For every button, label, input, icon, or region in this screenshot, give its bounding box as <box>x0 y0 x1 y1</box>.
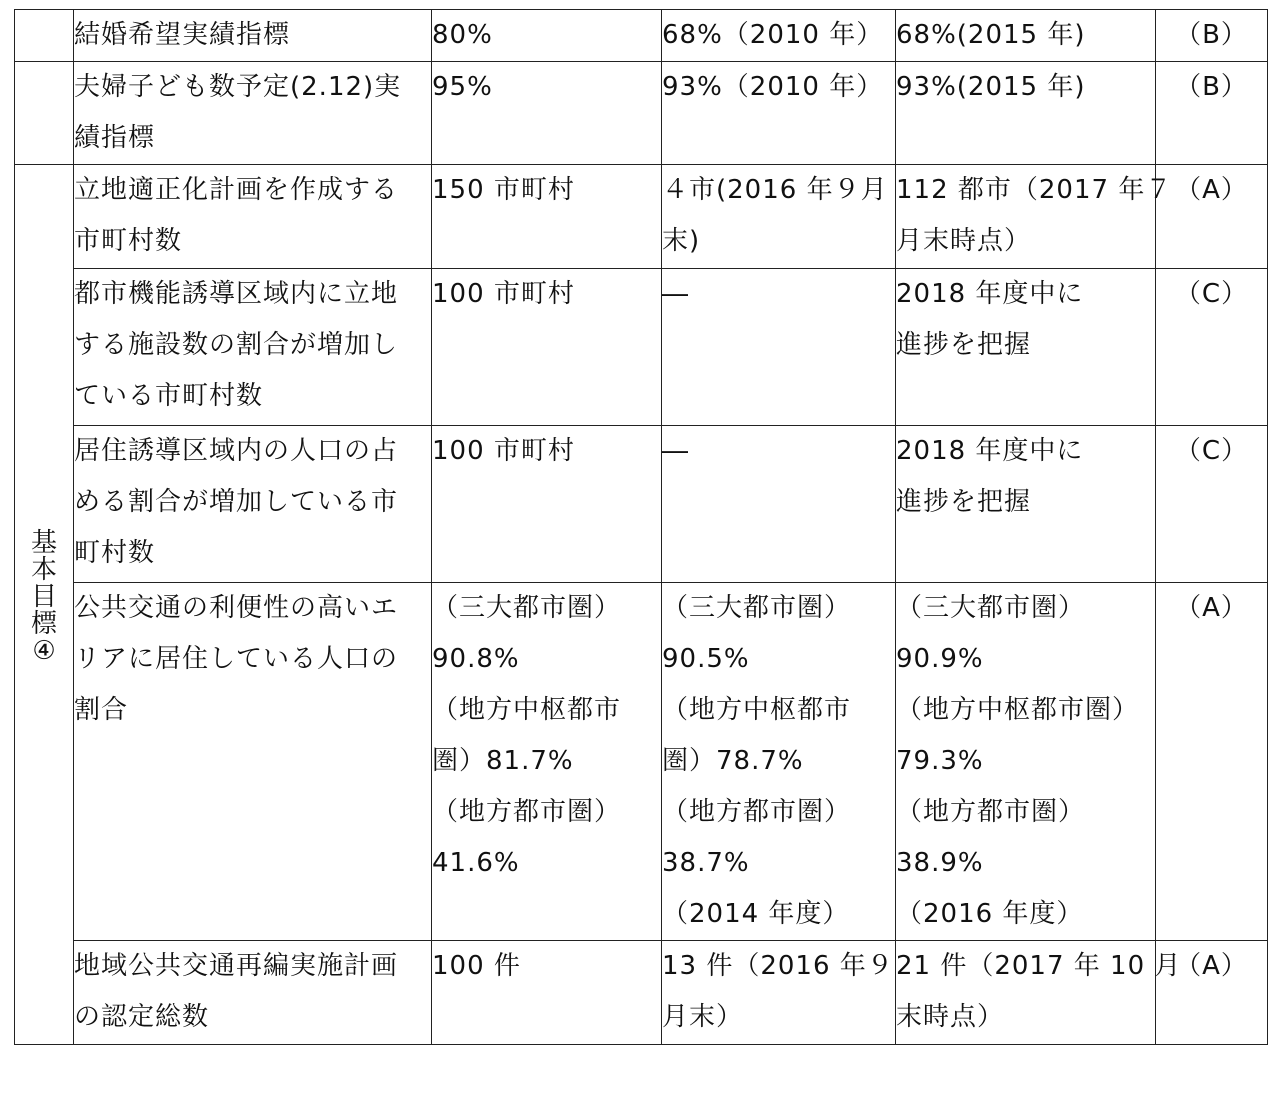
latest-cell-line: （2016 年度） <box>896 899 1084 929</box>
group-label-cell-empty <box>15 62 74 165</box>
indicator-cell-line: 立地適正化計画を作成する <box>74 175 399 205</box>
table-row <box>15 10 1268 62</box>
target-cell-line: 150 市町村 <box>432 175 575 205</box>
indicator-cell-line: 夫婦子ども数予定(2.12)実 <box>74 72 402 102</box>
indicator-cell-line: の認定総数 <box>74 1002 210 1032</box>
target-cell <box>432 165 662 269</box>
evaluation-label: （B） <box>1175 20 1248 50</box>
baseline-cell-line: ― <box>662 279 689 309</box>
baseline-cell-line: 68%（2010 年） <box>662 20 884 50</box>
indicator-cell-line: 居住誘導区域内の人口の占 <box>74 436 399 466</box>
latest-cell <box>896 426 1156 583</box>
indicator-cell-line: 地域公共交通再編実施計画 <box>74 951 399 981</box>
baseline-cell-line: 末) <box>662 226 701 256</box>
evaluation-label: （B） <box>1175 72 1248 102</box>
target-cell-line: 100 件 <box>432 951 521 981</box>
evaluation-label: （A） <box>1175 951 1248 981</box>
table-row <box>15 426 1268 583</box>
latest-cell <box>896 269 1156 426</box>
group-label-cell <box>15 165 74 1045</box>
baseline-cell-line: 38.7% <box>662 848 750 878</box>
baseline-cell-line: （地方中枢都市 <box>662 695 852 725</box>
evaluation-cell <box>1156 165 1268 269</box>
baseline-cell <box>662 426 896 583</box>
baseline-cell-line: ４市(2016 年９月 <box>662 175 888 205</box>
target-cell <box>432 941 662 1045</box>
indicator-cell <box>74 941 432 1045</box>
target-cell-line: 41.6% <box>432 848 520 878</box>
target-cell <box>432 426 662 583</box>
table-row <box>15 165 1268 269</box>
target-cell-line: 95% <box>432 72 493 102</box>
latest-cell-line: （三大都市圏） <box>896 593 1086 623</box>
latest-cell-line: 93%(2015 年) <box>896 72 1086 102</box>
latest-cell <box>896 10 1156 62</box>
target-cell <box>432 10 662 62</box>
baseline-cell <box>662 10 896 62</box>
indicator-cell-line: 市町村数 <box>74 226 183 256</box>
baseline-cell-line: （2014 年度） <box>662 899 850 929</box>
latest-cell-line: 21 件（2017 年 10 月 <box>896 951 1182 981</box>
indicator-cell-line: 結婚希望実績指標 <box>74 20 291 50</box>
baseline-cell-line: 圏）78.7% <box>662 746 804 776</box>
target-cell-line: 100 市町村 <box>432 279 575 309</box>
kpi-table <box>14 9 1268 1045</box>
table-row <box>15 269 1268 426</box>
baseline-cell <box>662 62 896 165</box>
baseline-cell-line: （三大都市圏） <box>662 593 852 623</box>
latest-cell-line: 2018 年度中に <box>896 279 1084 309</box>
baseline-cell-line: （地方都市圏） <box>662 797 852 827</box>
evaluation-label: （C） <box>1174 279 1249 309</box>
group-label-char: 本 <box>30 555 57 585</box>
baseline-cell <box>662 583 896 941</box>
baseline-cell-line: ― <box>662 436 689 466</box>
table-row <box>15 583 1268 941</box>
group-label-char: ④ <box>32 636 56 666</box>
latest-cell-line: 38.9% <box>896 848 984 878</box>
indicator-cell <box>74 269 432 426</box>
target-cell-line: 80% <box>432 20 493 50</box>
latest-cell-line: 月末時点） <box>896 226 1032 256</box>
indicator-cell-line: 公共交通の利便性の高いエ <box>74 593 399 623</box>
latest-cell <box>896 583 1156 941</box>
latest-cell-line: 進捗を把握 <box>896 330 1032 360</box>
indicator-cell <box>74 165 432 269</box>
indicator-cell <box>74 583 432 941</box>
latest-cell <box>896 165 1173 269</box>
group-label-char: 標 <box>30 609 57 639</box>
target-cell-line: （地方中枢都市 <box>432 695 622 725</box>
baseline-cell <box>662 269 896 426</box>
latest-cell-line: （地方都市圏） <box>896 797 1086 827</box>
evaluation-cell <box>1156 10 1268 62</box>
indicator-cell-line: 町村数 <box>74 538 156 568</box>
indicator-cell-line: 績指標 <box>74 123 156 153</box>
target-cell <box>432 269 662 426</box>
latest-cell-line: 79.3% <box>896 746 984 776</box>
baseline-cell-line: 月末） <box>662 1002 744 1032</box>
group-label-cell-empty <box>15 10 74 62</box>
target-cell <box>432 62 662 165</box>
group-label-char: 目 <box>30 582 57 612</box>
indicator-cell-line: する施設数の割合が増加し <box>74 330 399 360</box>
latest-cell-line: 90.9% <box>896 644 984 674</box>
target-cell-line: 100 市町村 <box>432 436 575 466</box>
latest-cell-line: 2018 年度中に <box>896 436 1084 466</box>
group-label-char: 基 <box>30 528 57 558</box>
target-cell-line: 90.8% <box>432 644 520 674</box>
latest-cell-line: 進捗を把握 <box>896 487 1032 517</box>
baseline-cell <box>662 941 896 1045</box>
evaluation-cell <box>1156 62 1268 165</box>
indicator-cell <box>74 426 432 583</box>
latest-cell <box>896 941 1182 1045</box>
latest-cell-line: 112 都市（2017 年７ <box>896 175 1173 205</box>
evaluation-cell <box>1156 269 1268 426</box>
table-row <box>15 62 1268 165</box>
baseline-cell-line: 13 件（2016 年９ <box>662 951 894 981</box>
target-cell <box>432 583 662 941</box>
indicator-cell <box>74 62 432 165</box>
indicator-cell-line: 都市機能誘導区域内に立地 <box>74 279 399 309</box>
group-label <box>29 165 59 665</box>
indicator-cell-line: める割合が増加している市 <box>74 487 399 517</box>
latest-cell-line: 末時点） <box>896 1002 1005 1032</box>
latest-cell-line: 68%(2015 年) <box>896 20 1086 50</box>
baseline-cell-line: 90.5% <box>662 644 750 674</box>
table-row <box>15 941 1268 1045</box>
latest-cell <box>896 62 1156 165</box>
indicator-cell-line: リアに居住している人口の <box>74 644 399 674</box>
evaluation-label: （A） <box>1175 593 1248 623</box>
target-cell-line: 圏）81.7% <box>432 746 574 776</box>
indicator-cell-line: 割合 <box>74 695 129 725</box>
baseline-cell <box>662 165 896 269</box>
evaluation-cell <box>1156 426 1268 583</box>
kpi-table-body <box>15 10 1268 1045</box>
evaluation-label: （A） <box>1175 175 1248 205</box>
target-cell-line: （地方都市圏） <box>432 797 622 827</box>
latest-cell-line: （地方中枢都市圏） <box>896 695 1140 725</box>
evaluation-cell <box>1156 583 1268 941</box>
baseline-cell-line: 93%（2010 年） <box>662 72 884 102</box>
target-cell-line: （三大都市圏） <box>432 593 622 623</box>
evaluation-label: （C） <box>1174 436 1249 466</box>
indicator-cell <box>74 10 432 62</box>
indicator-cell-line: ている市町村数 <box>74 381 264 411</box>
